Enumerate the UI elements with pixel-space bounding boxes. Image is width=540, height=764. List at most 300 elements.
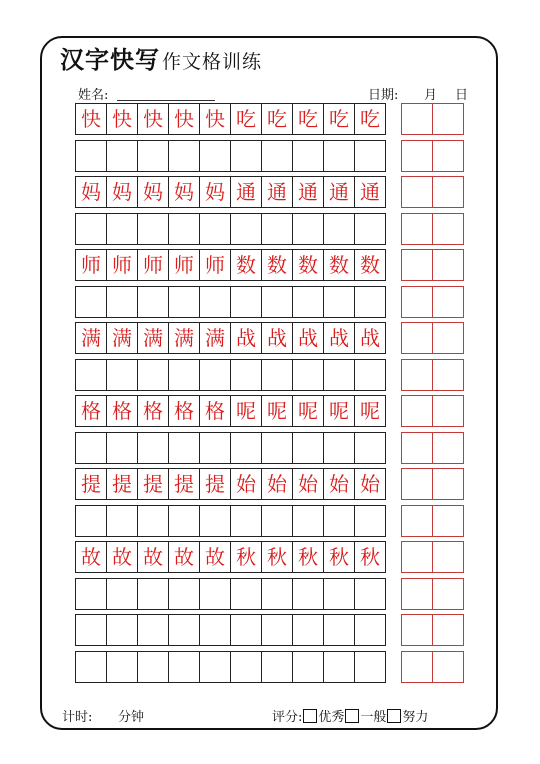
practice-char: 战: [298, 326, 318, 350]
practice-char: 战: [267, 326, 287, 350]
grid-cell[interactable]: [106, 213, 138, 245]
practice-char: 数: [267, 253, 287, 277]
practice-char: 满: [174, 326, 194, 350]
practice-char: 妈: [174, 180, 194, 204]
practice-char: 秋: [236, 545, 256, 569]
side-grid-cell[interactable]: [432, 286, 464, 318]
grid-cell[interactable]: [137, 578, 169, 610]
practice-char: 通: [267, 180, 287, 204]
side-grid-cell[interactable]: [401, 395, 433, 427]
practice-char: 数: [360, 253, 380, 277]
practice-char: 战: [360, 326, 380, 350]
practice-char: 提: [143, 472, 163, 496]
grid-cell[interactable]: [354, 505, 386, 537]
grid-row: [75, 286, 385, 318]
side-grid-row: [401, 468, 463, 500]
grid-row: [75, 359, 385, 391]
grid-cell[interactable]: [230, 176, 262, 208]
side-grid-cell[interactable]: [401, 103, 433, 135]
practice-char: 秋: [298, 545, 318, 569]
grid-cell[interactable]: [292, 505, 324, 537]
grid-cell[interactable]: [168, 249, 200, 281]
side-grid-cell[interactable]: [432, 213, 464, 245]
excellent-checkbox[interactable]: [303, 709, 317, 723]
side-grid-cell[interactable]: [401, 651, 433, 683]
practice-char: 通: [360, 180, 380, 204]
grid-cell[interactable]: [230, 103, 262, 135]
grid-cell[interactable]: [106, 614, 138, 646]
excellent-label: 优秀: [318, 710, 345, 725]
grid-cell[interactable]: [261, 140, 293, 172]
practice-char: 师: [81, 253, 101, 277]
practice-char: 快: [205, 107, 225, 131]
grid-cell[interactable]: [137, 505, 169, 537]
practice-char: 快: [81, 107, 101, 131]
day-label: 日: [455, 88, 469, 103]
grid-cell[interactable]: [354, 614, 386, 646]
grid-row: [75, 614, 385, 646]
grid-cell[interactable]: [137, 176, 169, 208]
practice-char: 始: [298, 472, 318, 496]
grid-row: [75, 541, 385, 573]
grid-cell[interactable]: [230, 578, 262, 610]
grid-cell[interactable]: [230, 249, 262, 281]
grid-cell[interactable]: [199, 578, 231, 610]
grid-cell[interactable]: [106, 651, 138, 683]
grid-cell[interactable]: [75, 395, 107, 427]
grid-cell[interactable]: [323, 322, 355, 354]
grid-cell[interactable]: [199, 614, 231, 646]
practice-char: 通: [236, 180, 256, 204]
side-grid-cell[interactable]: [432, 505, 464, 537]
side-grid-cell[interactable]: [432, 432, 464, 464]
practice-char: 吃: [329, 107, 349, 131]
practice-char: 吃: [298, 107, 318, 131]
grid-cell[interactable]: [106, 103, 138, 135]
grid-cell[interactable]: [261, 578, 293, 610]
grid-cell[interactable]: [323, 432, 355, 464]
grid-cell[interactable]: [168, 140, 200, 172]
grid-cell[interactable]: [230, 651, 262, 683]
grid-cell[interactable]: [354, 578, 386, 610]
practice-char: 呢: [236, 399, 256, 423]
grid-cell[interactable]: [106, 505, 138, 537]
side-grid-cell[interactable]: [401, 468, 433, 500]
grid-cell[interactable]: [261, 322, 293, 354]
grid-cell[interactable]: [354, 176, 386, 208]
side-grid-cell[interactable]: [401, 541, 433, 573]
grid-cell[interactable]: [106, 578, 138, 610]
grid-cell[interactable]: [106, 249, 138, 281]
grid-cell[interactable]: [106, 322, 138, 354]
grid-cell[interactable]: [168, 395, 200, 427]
side-grid-cell[interactable]: [432, 140, 464, 172]
grid-cell[interactable]: [230, 468, 262, 500]
practice-char: 格: [174, 399, 194, 423]
grid-cell[interactable]: [199, 213, 231, 245]
grid-cell[interactable]: [323, 140, 355, 172]
grid-cell[interactable]: [137, 322, 169, 354]
grid-cell[interactable]: [230, 505, 262, 537]
grid-cell[interactable]: [199, 103, 231, 135]
side-grid-row: [401, 505, 463, 537]
grid-cell[interactable]: [75, 322, 107, 354]
grid-cell[interactable]: [323, 103, 355, 135]
grid-row: [75, 395, 385, 427]
side-grid-row: [401, 249, 463, 281]
grid-row: [75, 249, 385, 281]
side-grid-cell[interactable]: [401, 614, 433, 646]
side-grid-cell[interactable]: [401, 505, 433, 537]
side-grid-row: [401, 322, 463, 354]
practice-char: 吃: [267, 107, 287, 131]
side-grid-row: [401, 213, 463, 245]
score-label: 评分:: [272, 710, 303, 725]
practice-char: 故: [112, 545, 132, 569]
grid-cell[interactable]: [199, 176, 231, 208]
grid-cell[interactable]: [354, 395, 386, 427]
grid-cell[interactable]: [354, 103, 386, 135]
practice-char: 师: [174, 253, 194, 277]
effort-label: 努力: [402, 710, 429, 725]
grid-cell[interactable]: [292, 541, 324, 573]
practice-char: 妈: [112, 180, 132, 204]
practice-char: 满: [81, 326, 101, 350]
grid-cell[interactable]: [261, 213, 293, 245]
grid-cell[interactable]: [354, 140, 386, 172]
practice-char: 快: [112, 107, 132, 131]
grid-cell[interactable]: [354, 651, 386, 683]
grid-cell[interactable]: [199, 286, 231, 318]
grid-cell[interactable]: [199, 322, 231, 354]
grid-cell[interactable]: [292, 103, 324, 135]
grid-cell[interactable]: [75, 578, 107, 610]
grid-cell[interactable]: [354, 249, 386, 281]
grid-cell[interactable]: [137, 213, 169, 245]
grid-cell[interactable]: [230, 140, 262, 172]
date-label: 日期:: [368, 88, 399, 103]
effort-checkbox[interactable]: [387, 709, 401, 723]
practice-char: 提: [205, 472, 225, 496]
grid-cell[interactable]: [168, 505, 200, 537]
grid-cell[interactable]: [75, 176, 107, 208]
grid-cell[interactable]: [261, 286, 293, 318]
grid-cell[interactable]: [137, 359, 169, 391]
grid-cell[interactable]: [230, 286, 262, 318]
practice-char: 师: [143, 253, 163, 277]
side-grid-row: [401, 651, 463, 683]
grid-cell[interactable]: [354, 468, 386, 500]
practice-char: 格: [143, 399, 163, 423]
grid-cell[interactable]: [292, 286, 324, 318]
grid-cell[interactable]: [168, 213, 200, 245]
grid-cell[interactable]: [168, 578, 200, 610]
grid-cell[interactable]: [75, 286, 107, 318]
grid-cell[interactable]: [261, 541, 293, 573]
practice-char: 妈: [205, 180, 225, 204]
side-grid-cell[interactable]: [432, 651, 464, 683]
practice-char: 呢: [329, 399, 349, 423]
grid-cell[interactable]: [261, 651, 293, 683]
grid-cell[interactable]: [323, 578, 355, 610]
grid-cell[interactable]: [323, 286, 355, 318]
side-grid-row: [401, 103, 463, 135]
grid-cell[interactable]: [199, 541, 231, 573]
grid-cell[interactable]: [230, 213, 262, 245]
grid-cell[interactable]: [168, 468, 200, 500]
practice-char: 秋: [329, 545, 349, 569]
practice-char: 格: [205, 399, 225, 423]
grid-cell[interactable]: [168, 541, 200, 573]
grid-row: [75, 103, 385, 135]
grid-cell[interactable]: [75, 541, 107, 573]
grid-cell[interactable]: [230, 614, 262, 646]
side-grid-cell[interactable]: [401, 213, 433, 245]
grid-row: [75, 468, 385, 500]
grid-cell[interactable]: [168, 651, 200, 683]
side-grid-cell[interactable]: [401, 432, 433, 464]
practice-char: 呢: [298, 399, 318, 423]
grid-cell[interactable]: [75, 468, 107, 500]
practice-char: 数: [236, 253, 256, 277]
grid-cell[interactable]: [292, 359, 324, 391]
grid-cell[interactable]: [168, 359, 200, 391]
side-grid-cell[interactable]: [432, 395, 464, 427]
month-label: 月: [424, 88, 438, 103]
grid-cell[interactable]: [106, 468, 138, 500]
side-grid-cell[interactable]: [432, 103, 464, 135]
grid-cell[interactable]: [75, 103, 107, 135]
grid-cell[interactable]: [199, 432, 231, 464]
grid-cell[interactable]: [75, 140, 107, 172]
practice-char: 满: [205, 326, 225, 350]
side-grid-cell[interactable]: [401, 322, 433, 354]
practice-char: 师: [112, 253, 132, 277]
side-grid-cell[interactable]: [432, 249, 464, 281]
side-grid-cell[interactable]: [401, 249, 433, 281]
grid-cell[interactable]: [354, 432, 386, 464]
grid-cell[interactable]: [261, 249, 293, 281]
grid-cell[interactable]: [137, 432, 169, 464]
grid-cell[interactable]: [106, 395, 138, 427]
grid-row: [75, 213, 385, 245]
grid-cell[interactable]: [168, 322, 200, 354]
side-grid-cell[interactable]: [432, 322, 464, 354]
grid-cell[interactable]: [75, 359, 107, 391]
practice-char: 快: [143, 107, 163, 131]
practice-char: 快: [174, 107, 194, 131]
practice-char: 始: [360, 472, 380, 496]
worksheet-subtitle: 作文格训练: [162, 51, 263, 73]
practice-char: 战: [329, 326, 349, 350]
grid-cell[interactable]: [292, 651, 324, 683]
grid-cell[interactable]: [106, 541, 138, 573]
grid-cell[interactable]: [230, 322, 262, 354]
practice-char: 故: [205, 545, 225, 569]
practice-char: 秋: [360, 545, 380, 569]
grid-cell[interactable]: [230, 395, 262, 427]
grid-cell[interactable]: [137, 103, 169, 135]
grid-cell[interactable]: [323, 541, 355, 573]
grid-cell[interactable]: [292, 468, 324, 500]
side-grid-row: [401, 286, 463, 318]
side-grid-row: [401, 176, 463, 208]
grid-cell[interactable]: [323, 213, 355, 245]
grid-cell[interactable]: [137, 651, 169, 683]
grid-cell[interactable]: [199, 249, 231, 281]
name-label: 姓名:: [78, 88, 109, 103]
grid-row: [75, 140, 385, 172]
practice-char: 满: [112, 326, 132, 350]
grid-cell[interactable]: [137, 614, 169, 646]
grid-cell[interactable]: [168, 176, 200, 208]
grid-cell[interactable]: [261, 432, 293, 464]
grid-row: [75, 651, 385, 683]
practice-char: 秋: [267, 545, 287, 569]
grid-cell[interactable]: [354, 541, 386, 573]
grid-cell[interactable]: [292, 249, 324, 281]
grid-cell[interactable]: [323, 395, 355, 427]
grid-cell[interactable]: [323, 505, 355, 537]
grid-cell[interactable]: [261, 359, 293, 391]
side-grid-cell[interactable]: [401, 176, 433, 208]
worksheet-title: 汉字快写: [60, 46, 160, 74]
side-grid-cell[interactable]: [432, 614, 464, 646]
side-grid-cell[interactable]: [401, 286, 433, 318]
name-field[interactable]: [117, 100, 215, 101]
grid-cell[interactable]: [199, 505, 231, 537]
grid-cell[interactable]: [292, 322, 324, 354]
practice-char: 呢: [267, 399, 287, 423]
grid-cell[interactable]: [106, 140, 138, 172]
practice-char: 格: [112, 399, 132, 423]
grid-cell[interactable]: [168, 103, 200, 135]
grid-cell[interactable]: [230, 541, 262, 573]
grid-cell[interactable]: [137, 395, 169, 427]
grid-cell[interactable]: [137, 468, 169, 500]
grid-cell[interactable]: [261, 103, 293, 135]
grid-cell[interactable]: [199, 468, 231, 500]
grid-cell[interactable]: [75, 213, 107, 245]
side-grid-row: [401, 541, 463, 573]
side-grid-cell[interactable]: [432, 176, 464, 208]
grid-cell[interactable]: [323, 176, 355, 208]
average-label: 一般: [360, 710, 387, 725]
average-checkbox[interactable]: [345, 709, 359, 723]
practice-char: 始: [236, 472, 256, 496]
grid-cell[interactable]: [75, 614, 107, 646]
score-section: [272, 706, 428, 725]
grid-cell[interactable]: [199, 395, 231, 427]
grid-cell[interactable]: [292, 432, 324, 464]
practice-char: 始: [329, 472, 349, 496]
grid-cell[interactable]: [75, 249, 107, 281]
side-grid-cell[interactable]: [432, 359, 464, 391]
grid-cell[interactable]: [323, 359, 355, 391]
grid-cell[interactable]: [75, 651, 107, 683]
practice-char: 故: [174, 545, 194, 569]
side-grid-cell[interactable]: [432, 578, 464, 610]
grid-cell[interactable]: [75, 432, 107, 464]
writing-grid: [75, 103, 395, 687]
grid-cell[interactable]: [75, 505, 107, 537]
practice-char: 格: [81, 399, 101, 423]
practice-char: 提: [174, 472, 194, 496]
grid-cell[interactable]: [354, 286, 386, 318]
time-label: 计时:: [62, 710, 93, 725]
grid-cell[interactable]: [106, 286, 138, 318]
practice-char: 故: [81, 545, 101, 569]
grid-cell[interactable]: [106, 359, 138, 391]
practice-char: 呢: [360, 399, 380, 423]
grid-cell[interactable]: [292, 395, 324, 427]
side-grid-cell[interactable]: [401, 359, 433, 391]
grid-row: [75, 578, 385, 610]
side-grid-cell[interactable]: [401, 140, 433, 172]
grid-cell[interactable]: [168, 286, 200, 318]
practice-char: 数: [298, 253, 318, 277]
grid-cell[interactable]: [323, 468, 355, 500]
grid-cell[interactable]: [137, 140, 169, 172]
grid-cell[interactable]: [261, 395, 293, 427]
grid-cell[interactable]: [199, 359, 231, 391]
practice-char: 数: [329, 253, 349, 277]
grid-cell[interactable]: [323, 614, 355, 646]
grid-row: [75, 322, 385, 354]
grid-cell[interactable]: [323, 651, 355, 683]
side-grid-row: [401, 614, 463, 646]
side-grid-row: [401, 578, 463, 610]
grid-cell[interactable]: [168, 614, 200, 646]
grid-cell[interactable]: [292, 140, 324, 172]
grid-cell[interactable]: [137, 541, 169, 573]
grid-cell[interactable]: [199, 651, 231, 683]
grid-cell[interactable]: [292, 614, 324, 646]
side-grid-row: [401, 140, 463, 172]
grid-cell[interactable]: [106, 432, 138, 464]
grid-row: [75, 176, 385, 208]
grid-cell[interactable]: [230, 432, 262, 464]
grid-cell[interactable]: [292, 213, 324, 245]
grid-cell[interactable]: [261, 614, 293, 646]
grid-cell[interactable]: [323, 249, 355, 281]
grid-cell[interactable]: [292, 176, 324, 208]
grid-cell[interactable]: [354, 213, 386, 245]
practice-char: 妈: [81, 180, 101, 204]
grid-cell[interactable]: [261, 505, 293, 537]
grid-cell[interactable]: [354, 322, 386, 354]
grid-cell[interactable]: [292, 578, 324, 610]
side-grid-cell[interactable]: [401, 578, 433, 610]
side-grid-cell[interactable]: [432, 468, 464, 500]
side-grid-cell[interactable]: [432, 541, 464, 573]
grid-cell[interactable]: [261, 176, 293, 208]
grid-cell[interactable]: [354, 359, 386, 391]
grid-cell[interactable]: [168, 432, 200, 464]
practice-char: 吃: [236, 107, 256, 131]
grid-cell[interactable]: [230, 359, 262, 391]
grid-cell[interactable]: [106, 176, 138, 208]
grid-cell[interactable]: [137, 249, 169, 281]
grid-cell[interactable]: [261, 468, 293, 500]
side-grid-row: [401, 395, 463, 427]
grid-cell[interactable]: [137, 286, 169, 318]
grid-row: [75, 432, 385, 464]
practice-char: 吃: [360, 107, 380, 131]
practice-char: 通: [298, 180, 318, 204]
practice-char: 满: [143, 326, 163, 350]
grid-cell[interactable]: [199, 140, 231, 172]
